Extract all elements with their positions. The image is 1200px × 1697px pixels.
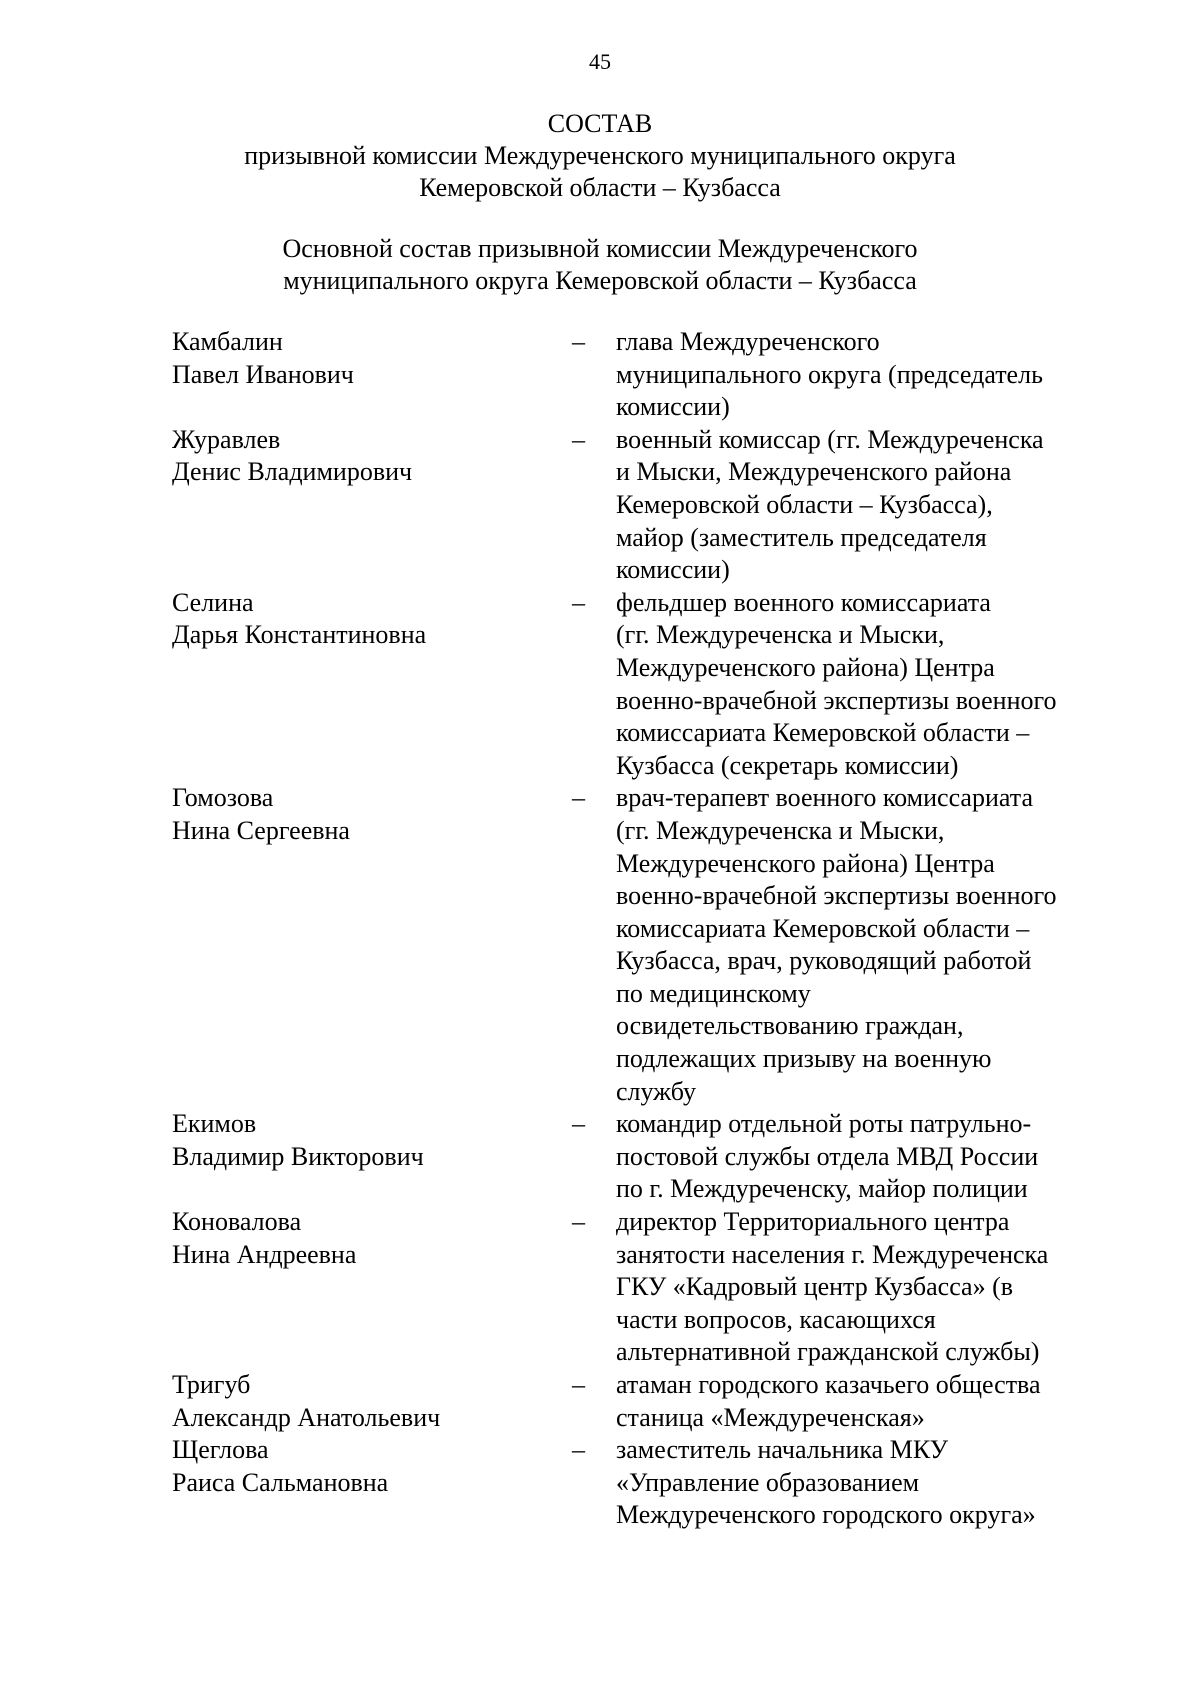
- member-role-line: службу: [616, 1076, 697, 1106]
- member-surname: Тригуб: [172, 1370, 251, 1399]
- member-surname: Гомозова: [172, 783, 274, 813]
- member-role-line: станица «Междуреченская»: [616, 1402, 925, 1432]
- member-entry: [172, 782, 1112, 1108]
- member-given-names: Раиса Сальмановна: [172, 1467, 389, 1497]
- heading-line-1: призывной комиссии Междуреченского муниципального округа: [244, 141, 956, 170]
- member-role-line: комиссариата Кемеровской области –: [616, 913, 1030, 943]
- member-name: [172, 326, 572, 424]
- member-role-line: комиссии): [616, 392, 730, 422]
- member-role: [616, 1108, 1112, 1206]
- member-given-names: Денис Владимирович: [172, 457, 413, 487]
- member-role: [616, 424, 1112, 587]
- member-role-line: (гг. Междуреченска и Мыски,: [616, 815, 945, 845]
- member-role-line: военно-врачебной экспертизы военного: [616, 881, 1057, 911]
- member-role-line: Кузбасса, врач, руководящий работой: [616, 946, 1032, 976]
- member-given-names: Александр Анатольевич: [172, 1402, 441, 1432]
- member-dash: –: [572, 1370, 585, 1399]
- member-surname: Щеглова: [172, 1435, 269, 1465]
- member-role-line: Междуреченского района) Центра: [616, 652, 995, 682]
- member-role-line: освидетельствованию граждан,: [616, 1011, 964, 1041]
- member-role-line: альтернативной гражданской службы): [616, 1337, 1040, 1367]
- member-name: [172, 1108, 572, 1206]
- member-surname: Селина: [172, 587, 254, 617]
- member-role-line: Кузбасса (секретарь комиссии): [616, 750, 959, 780]
- member-role: [616, 782, 1112, 1108]
- member-role-line: директор Территориального центра: [616, 1207, 1010, 1237]
- member-role-line: занятости населения г. Междуреченска: [616, 1239, 1049, 1269]
- member-entry: [172, 587, 1112, 783]
- member-name: [172, 1369, 572, 1434]
- member-name: [172, 587, 572, 783]
- member-role-line: муниципального округа (председатель: [616, 359, 1043, 389]
- member-given-names: Павел Иванович: [172, 359, 354, 389]
- member-dash: –: [572, 1207, 585, 1237]
- member-entry: [172, 1369, 1112, 1434]
- member-surname: Журавлев: [172, 424, 281, 454]
- member-entry: [172, 326, 1112, 424]
- member-role-line: атаман городского казачьего общества: [616, 1370, 1041, 1399]
- page-number: 45: [589, 49, 611, 74]
- member-entry: [172, 1434, 1112, 1532]
- member-list: [172, 326, 1112, 1532]
- member-dash: –: [572, 327, 585, 356]
- section-heading: [0, 233, 1200, 297]
- member-entry: [172, 1108, 1112, 1206]
- member-role-line: части вопросов, касающихся: [616, 1304, 936, 1334]
- member-surname: Екимов: [172, 1109, 257, 1139]
- member-role-line: командир отдельной роты патрульно-: [616, 1109, 1032, 1139]
- member-role: [616, 587, 1112, 783]
- member-role-line: по г. Междуреченску, майор полиции: [616, 1174, 1028, 1204]
- section-heading-line-1: Основной состав призывной комиссии Междуреченского: [282, 234, 918, 263]
- member-dash: –: [572, 1109, 585, 1139]
- member-given-names: Дарья Константиновна: [172, 620, 427, 650]
- member-role-line: фельдшер военного комиссариата: [616, 587, 991, 617]
- member-name: [172, 1434, 572, 1532]
- member-given-names: Нина Андреевна: [172, 1239, 357, 1269]
- member-role-line: ГКУ «Кадровый центр Кузбасса» (в: [616, 1272, 1014, 1302]
- heading-line-2: Кемеровской области – Кузбасса: [419, 173, 781, 202]
- member-name: [172, 424, 572, 587]
- member-role-line: «Управление образованием: [616, 1467, 920, 1497]
- member-role-line: заместитель начальника МКУ: [616, 1435, 949, 1465]
- member-surname: Камбалин: [172, 327, 283, 356]
- member-dash: –: [572, 1435, 585, 1465]
- member-role-line: врач-терапевт военного комиссариата: [616, 783, 1033, 813]
- member-role-line: постовой службы отдела МВД России: [616, 1141, 1039, 1171]
- member-given-names: Нина Сергеевна: [172, 815, 350, 845]
- document-heading: [0, 108, 1200, 204]
- member-given-names: Владимир Викторович: [172, 1141, 424, 1171]
- member-role-line: военный комиссар (гг. Междуреченска: [616, 424, 1044, 454]
- member-dash: –: [572, 587, 585, 617]
- member-role-line: Междуреченского городского округа»: [616, 1500, 1036, 1530]
- member-role-line: и Мыски, Междуреченского района: [616, 457, 1012, 487]
- member-role: [616, 1206, 1112, 1369]
- member-role-line: глава Междуреченского: [616, 327, 880, 356]
- member-entry: [172, 1206, 1112, 1369]
- member-role: [616, 326, 1112, 424]
- heading-title: СОСТАВ: [547, 109, 653, 138]
- member-entry: [172, 424, 1112, 587]
- member-role-line: майор (заместитель председателя: [616, 522, 987, 552]
- section-heading-line-2: муниципального округа Кемеровской области – Кузбасса: [283, 266, 917, 295]
- member-role-line: комиссариата Кемеровской области –: [616, 718, 1030, 748]
- member-name: [172, 1206, 572, 1369]
- member-role-line: по медицинскому: [616, 978, 811, 1008]
- member-dash: –: [572, 424, 585, 454]
- member-role: [616, 1369, 1112, 1434]
- member-role-line: Междуреченского района) Центра: [616, 848, 995, 878]
- member-role-line: комиссии): [616, 555, 730, 585]
- member-surname: Коновалова: [172, 1207, 302, 1237]
- member-role-line: военно-врачебной экспертизы военного: [616, 685, 1057, 715]
- member-role-line: Кемеровской области – Кузбасса),: [616, 489, 993, 519]
- member-role: [616, 1434, 1112, 1532]
- member-dash: –: [572, 783, 585, 813]
- member-name: [172, 782, 572, 1108]
- member-role-line: (гг. Междуреченска и Мыски,: [616, 620, 945, 650]
- member-role-line: подлежащих призыву на военную: [616, 1044, 992, 1074]
